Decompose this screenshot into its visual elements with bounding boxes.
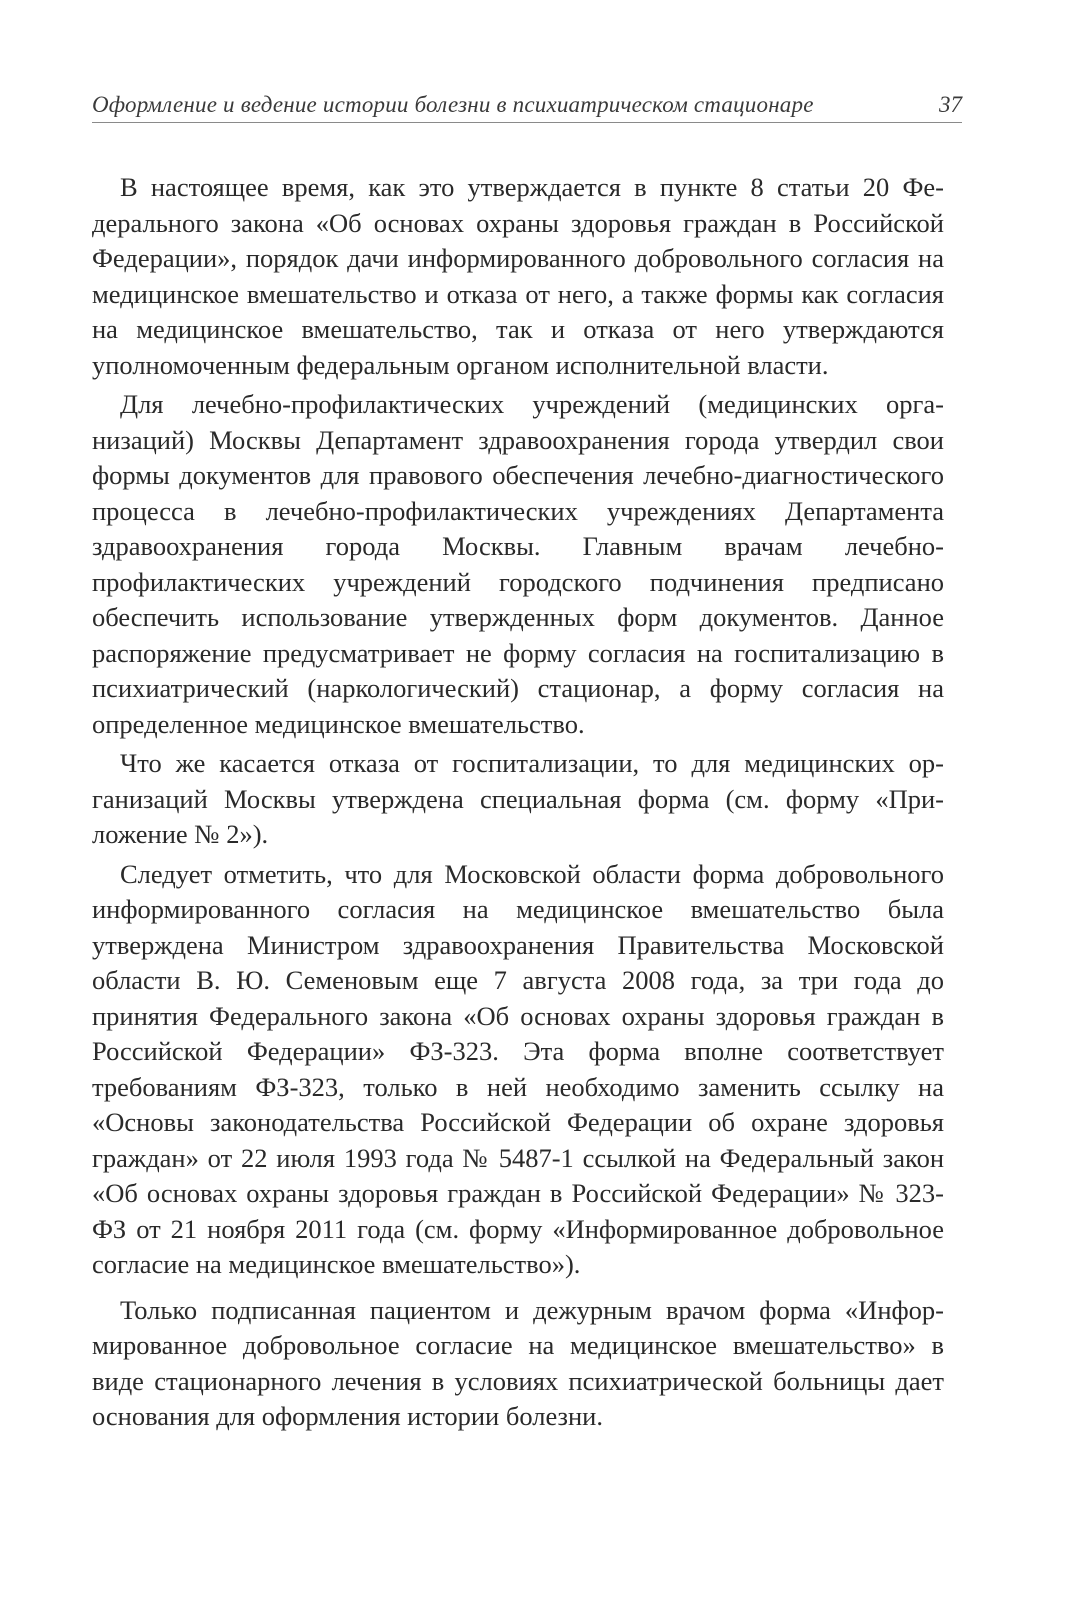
running-head bbox=[92, 86, 962, 123]
paragraph: Только подписанная пациентом и дежурным врачом форма «Информированное добровольное согласие на медицинское вмешательство» в виде стационарного лечения в условиях психиатрической больницы дает основания для оформления истории болезни. bbox=[92, 1294, 944, 1431]
page-number: 37 bbox=[939, 92, 962, 117]
running-title: Оформление и ведение истории болезни в психиатрическом стационаре bbox=[92, 92, 814, 117]
paragraph: Следует отметить, что для Московской области форма добровольного информированного согласия на медицинское вмешательство была утверждена Министром здравоохранения Правительства Московской области В. Ю. Семеновым еще 7 августа 2008 года, за три года до принятия Федерального закона «Об основах охраны здоровья граждан в Российской Федерации» ФЗ-323. Эта форма вполне соответствует требованиям ФЗ-323, только в ней необходимо заменить ссылку на «Основы законодательства Российской Федерации об охране здоровья граждан» от 22 июля 1993 года № 5487-1 ссылкой на Федеральный закон «Об основах охраны здоровья граждан в Российской Федерации» № 323-ФЗ от 21 ноября 2011 года (см. форму «Информированное добровольное согласие на медицинское вмешательство»). bbox=[92, 858, 944, 1279]
paragraph: Для лечебно-профилактических учреждений (медицинских организаций) Москвы Департамент здравоохранения города утвердил свои формы документов для правового обеспечения лечебно-диагностического процесса в лечебно-профилактических учреждениях Департамента здравоохранения города Москвы. Главным врачам лечебно-профилактических учреждений городского подчинения предписано обеспечить использование утвержденных форм документов. Данное распоряжение предусматривает не форму согласия на госпитализацию в психиатрический (наркологический) стационар, а форму согласия на определенное медицинское вмешательство. bbox=[92, 389, 944, 739]
body-text bbox=[92, 170, 944, 1435]
paragraph: В настоящее время, как это утверждается в пункте 8 статьи 20 Федерального закона «Об основах охраны здоровья граждан в Российской Федерации», порядок дачи информированного добровольного согласия на медицинское вмешательство и отказа от него, а также формы как согласия на медицинское вмешательство, так и отказа от него утверждаются уполномоченным федеральным органом исполнительной власти. bbox=[92, 172, 944, 380]
paragraph: Что же касается отказа от госпитализации, то для медицинских организаций Москвы утверждена специальная форма (см. форму «Приложение № 2»). bbox=[92, 748, 944, 849]
